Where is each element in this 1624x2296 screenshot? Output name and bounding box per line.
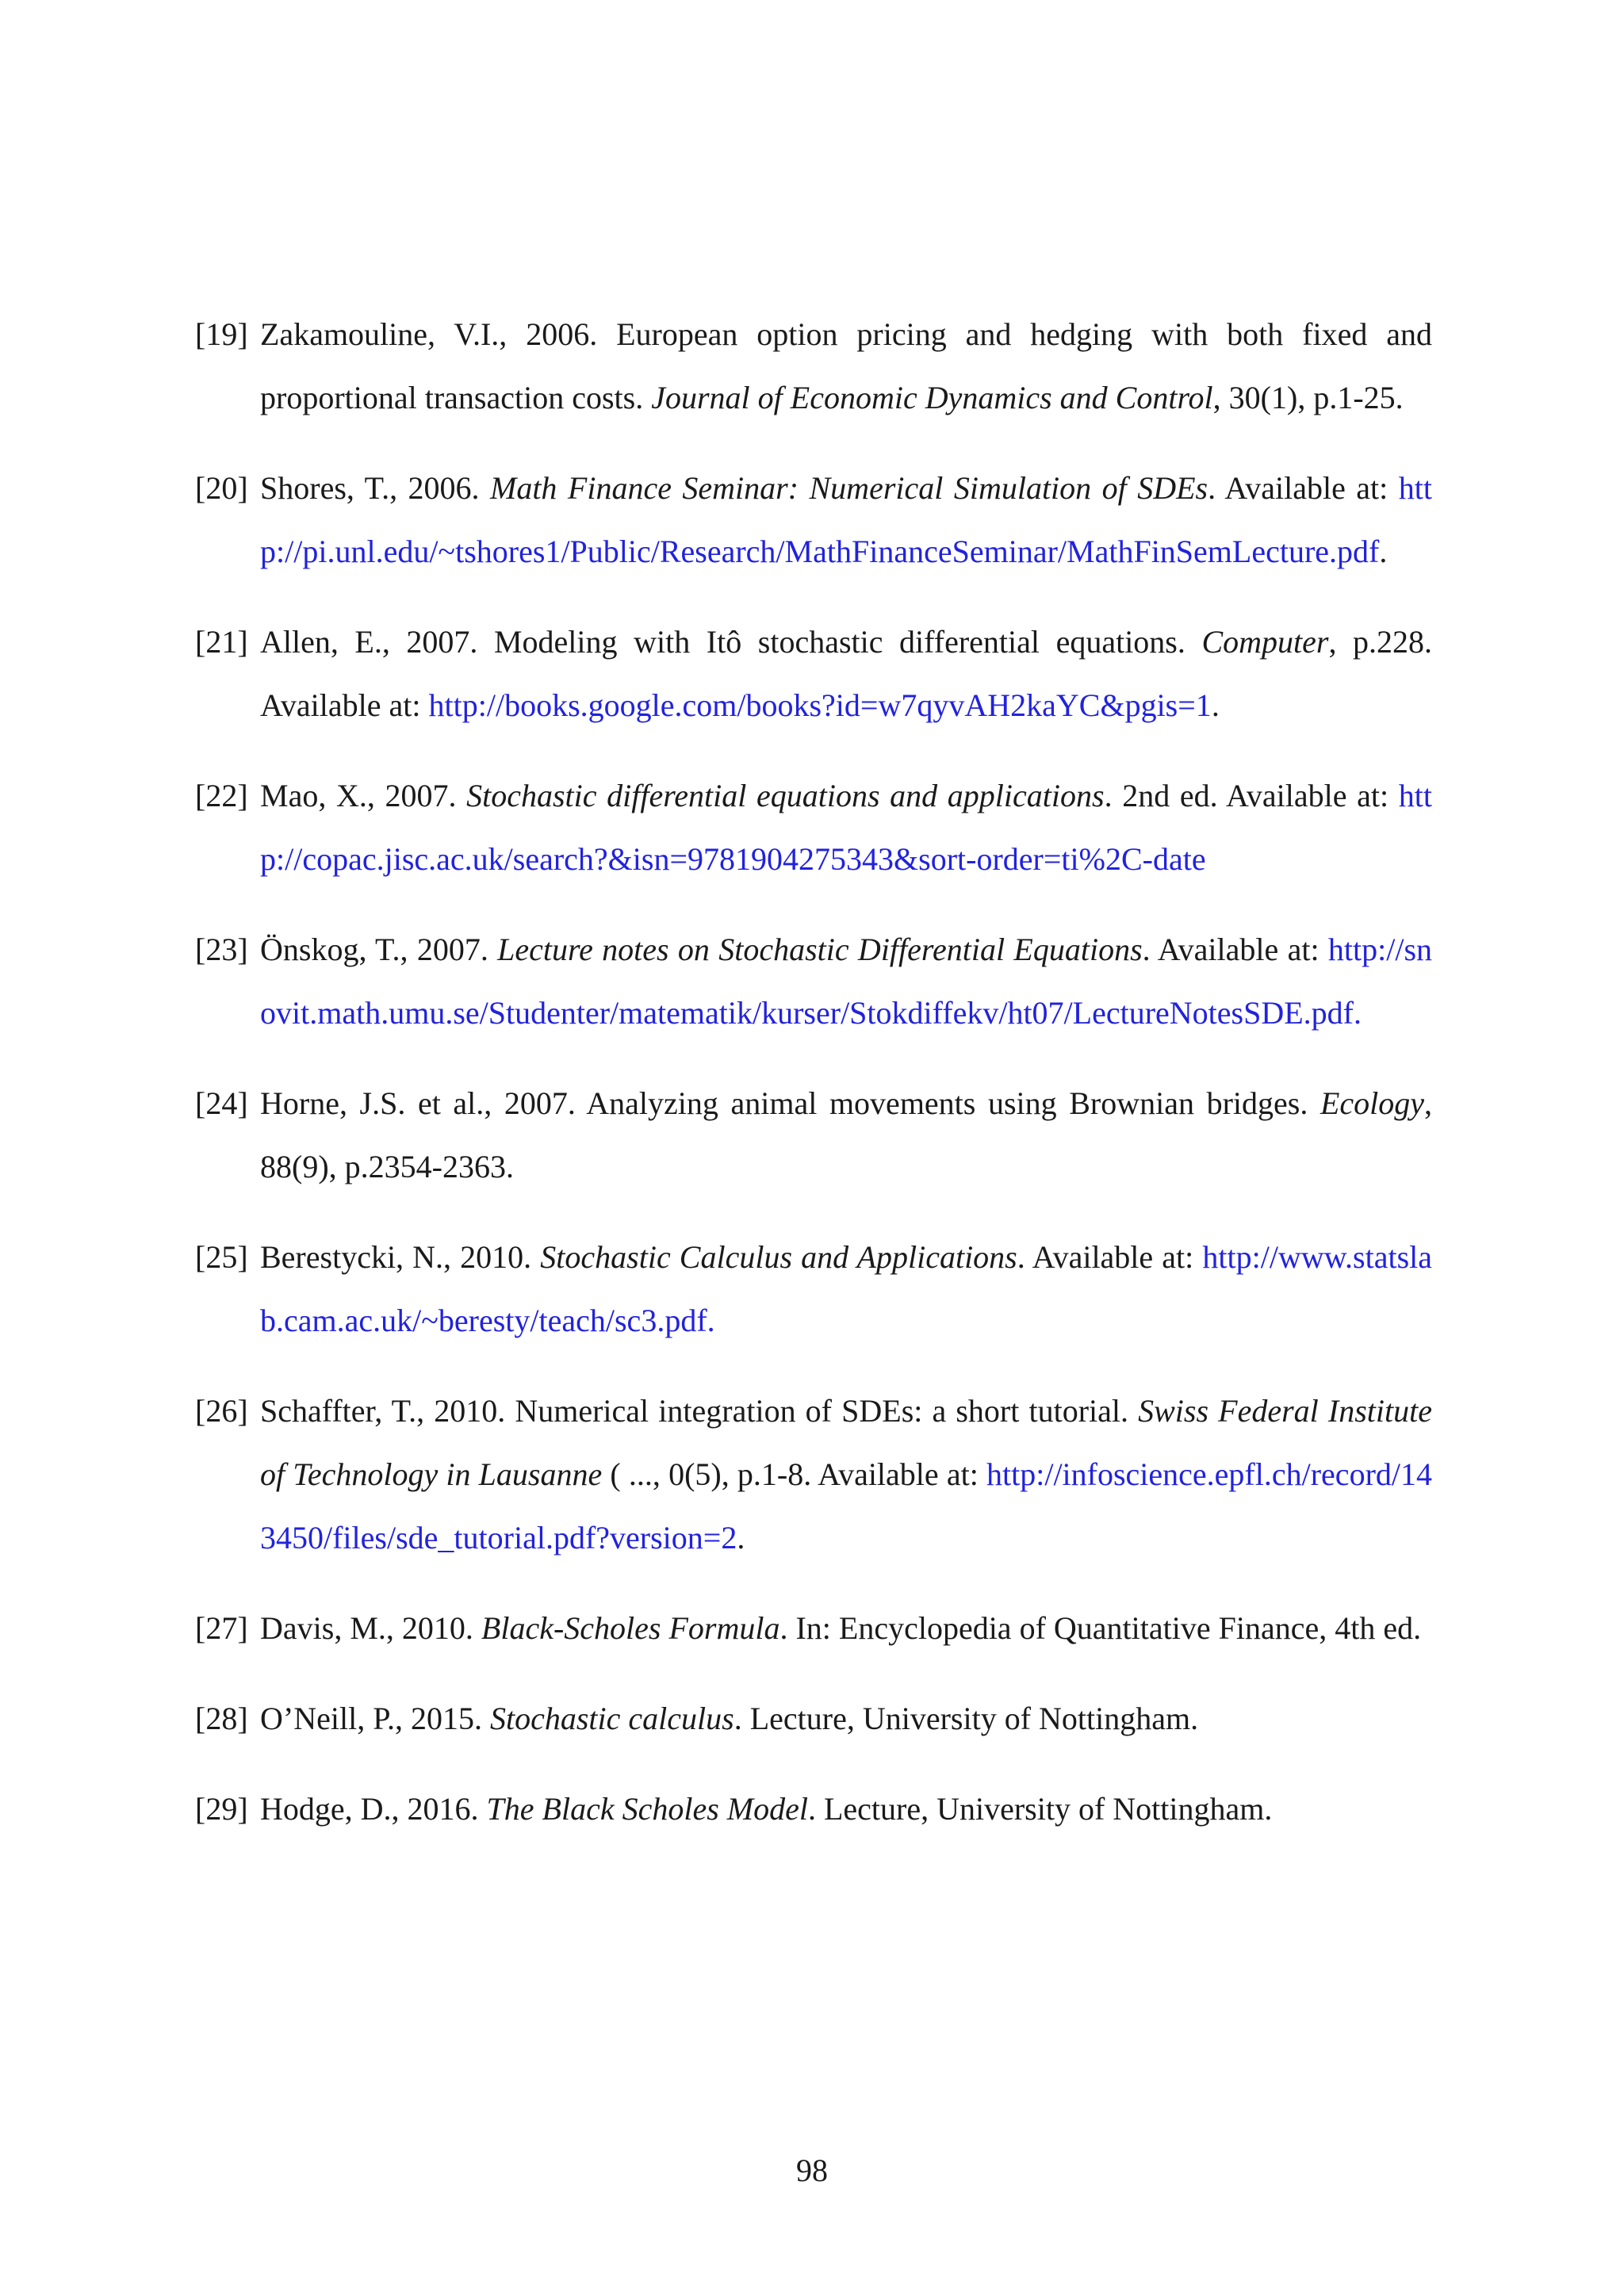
reference-title: Black-Scholes Formula: [481, 1610, 780, 1646]
reference-item: [195, 1226, 1432, 1353]
reference-item: [195, 1072, 1432, 1199]
reference-item: [195, 610, 1432, 737]
reference-item: [195, 1777, 1432, 1841]
reference-segment: . In: Encyclopedia of Quantitative Finance, 4th ed.: [779, 1610, 1422, 1646]
reference-segment: Horne, J.S. et al., 2007. Analyzing animal movements using Brownian bridges.: [260, 1085, 1320, 1121]
reference-item: [195, 918, 1432, 1045]
reference-segment: , 88(9), p.2354-2363.: [260, 1085, 1432, 1184]
reference-segment: .: [1211, 687, 1220, 723]
reference-number: [20]: [195, 470, 248, 506]
reference-segment: Berestycki, N., 2010.: [260, 1239, 541, 1275]
reference-text: [260, 1380, 1432, 1570]
reference-list: [195, 303, 1432, 1868]
reference-segment: Zakamouline, V.I., 2006. European option pricing and hedging with both fixed and proportional transaction costs.: [260, 316, 1432, 415]
reference-title: Journal of Economic Dynamics and Control: [651, 380, 1213, 415]
reference-segment: . Available at:: [1208, 470, 1399, 506]
reference-number: [23]: [195, 932, 248, 967]
reference-segment: Shores, T., 2006.: [260, 470, 490, 506]
reference-segment: Hodge, D., 2016.: [260, 1791, 487, 1827]
reference-title: Computer: [1201, 624, 1329, 660]
reference-segment: , 30(1), p.1-25.: [1212, 380, 1404, 415]
reference-item: [195, 1597, 1432, 1660]
reference-title: Stochastic differential equations and applications: [466, 778, 1105, 813]
reference-segment: Schaffter, T., 2010. Numerical integration of SDEs: a short tutorial.: [260, 1393, 1139, 1429]
reference-text: [260, 1687, 1432, 1751]
reference-text: [260, 303, 1432, 430]
reference-number: [21]: [195, 624, 248, 660]
reference-segment: . Lecture, University of Nottingham.: [733, 1701, 1199, 1736]
reference-item: [195, 1380, 1432, 1570]
reference-segment: . Lecture, University of Nottingham.: [807, 1791, 1273, 1827]
reference-text: [260, 764, 1432, 891]
reference-segment: .: [737, 1520, 745, 1556]
reference-title: Swiss Federal Institute of Technology in Lausanne: [260, 1393, 1433, 1492]
reference-link[interactable]: http://books.google.com/books?id=w7qyvAH2kaYC&pgis=1: [428, 687, 1212, 723]
reference-title: Stochastic Calculus and Applications: [540, 1239, 1017, 1275]
reference-number: [24]: [195, 1085, 248, 1121]
reference-number: [28]: [195, 1701, 248, 1736]
reference-number: [29]: [195, 1791, 248, 1827]
reference-title: Math Finance Seminar: Numerical Simulation of SDEs: [490, 470, 1208, 506]
reference-segment: Allen, E., 2007. Modeling with Itô stochastic differential equations.: [260, 624, 1202, 660]
reference-segment: .: [1379, 534, 1388, 569]
reference-segment: Mao, X., 2007.: [260, 778, 467, 813]
reference-link[interactable]: http://pi.unl.edu/~tshores1/Public/Research/MathFinanceSeminar/MathFinSemLecture.pdf: [260, 470, 1432, 569]
reference-segment: . Available at:: [1142, 932, 1328, 967]
reference-link[interactable]: http://infoscience.epfl.ch/record/143450/files/sde_tutorial.pdf?version=2: [260, 1456, 1432, 1556]
reference-number: [27]: [195, 1610, 248, 1646]
reference-number: [19]: [195, 316, 248, 352]
reference-number: [26]: [195, 1393, 248, 1429]
reference-item: [195, 303, 1432, 430]
reference-number: [22]: [195, 778, 248, 813]
reference-number: [25]: [195, 1239, 248, 1275]
reference-title: The Black Scholes Model: [486, 1791, 808, 1827]
reference-segment: O’Neill, P., 2015.: [260, 1701, 490, 1736]
reference-segment: , p.228. Available at:: [260, 624, 1432, 723]
reference-text: [260, 610, 1432, 737]
reference-text: [260, 1072, 1432, 1199]
reference-title: Stochastic calculus: [490, 1701, 734, 1736]
reference-text: [260, 1226, 1432, 1353]
reference-link[interactable]: http://www.statslab.cam.ac.uk/~beresty/teach/sc3.pdf.: [260, 1239, 1432, 1338]
reference-segment: Davis, M., 2010.: [260, 1610, 481, 1646]
reference-text: [260, 1777, 1432, 1841]
reference-segment: . Available at:: [1017, 1239, 1203, 1275]
reference-title: Ecology: [1320, 1085, 1424, 1121]
reference-item: [195, 1687, 1432, 1751]
reference-text: [260, 457, 1432, 584]
reference-text: [260, 918, 1432, 1045]
reference-segment: Önskog, T., 2007.: [260, 932, 498, 967]
reference-title: Lecture notes on Stochastic Differential Equations: [497, 932, 1143, 967]
reference-text: [260, 1597, 1432, 1660]
reference-segment: . 2nd ed. Available at:: [1104, 778, 1399, 813]
reference-item: [195, 457, 1432, 584]
page-number: 98: [796, 2152, 828, 2188]
reference-link[interactable]: http://snovit.math.umu.se/Studenter/matematik/kurser/Stokdiffekv/ht07/LectureNotesSDE.pdf.: [260, 932, 1433, 1031]
reference-item: [195, 764, 1432, 891]
reference-segment: ( ..., 0(5), p.1-8. Available at:: [602, 1456, 986, 1492]
reference-link[interactable]: http://copac.jisc.ac.uk/search?&isn=9781904275343&sort-order=ti%2C-date: [260, 778, 1432, 877]
